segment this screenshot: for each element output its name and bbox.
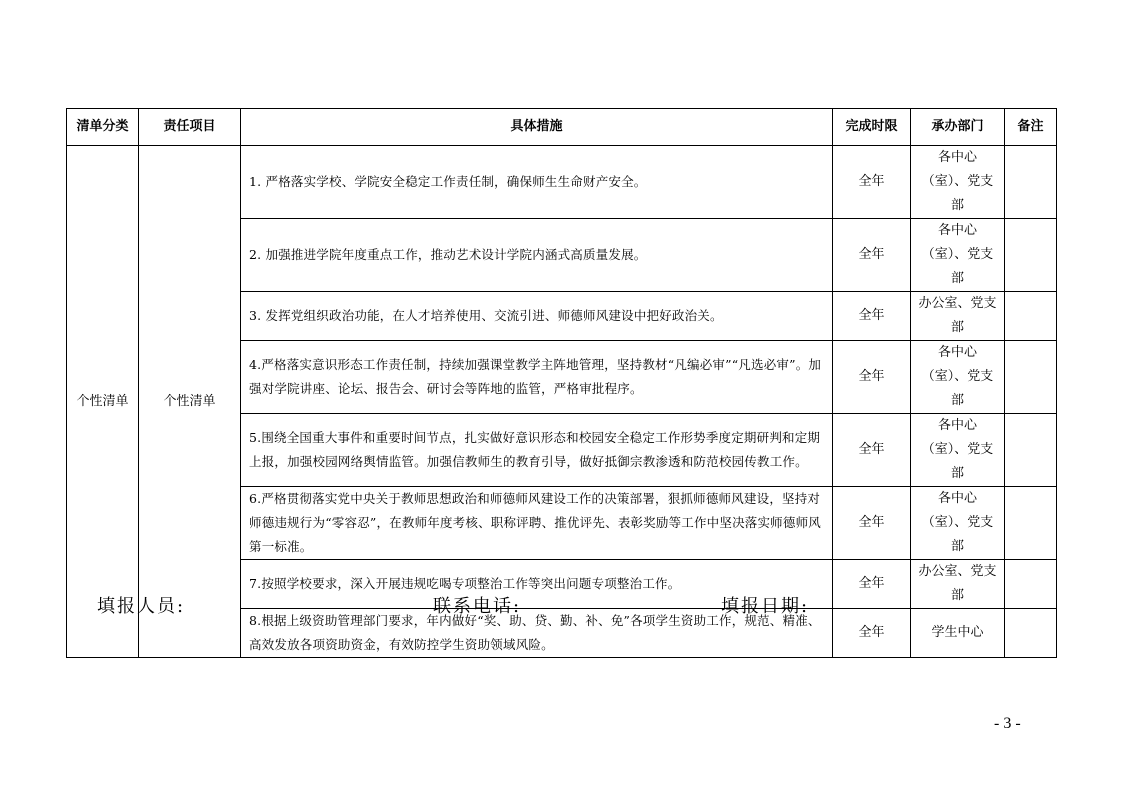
note-cell: [1005, 414, 1057, 487]
department-cell: 各中心（室）、党支部: [911, 146, 1005, 219]
measure-cell: 4.严格落实意识形态工作责任制，持续加强课堂教学主阵地管理，坚持教材“凡编必审”“凡选必审”。加强对学院讲座、论坛、报告会、研讨会等阵地的监管，严格审批程序。: [241, 341, 833, 414]
header-category: 清单分类: [67, 109, 139, 146]
deadline-cell: 全年: [833, 292, 911, 341]
header-project: 责任项目: [139, 109, 241, 146]
measure-cell: 6.严格贯彻落实党中央关于教师思想政治和师德师风建设工作的决策部署，狠抓师德师风建设，坚持对师德违规行为“零容忍”，在教师年度考核、职称评聘、推优评先、表彰奖励等工作中坚决落实师德师风第一标准。: [241, 487, 833, 560]
date-label: 填报日期:: [721, 596, 810, 617]
department-cell: 各中心（室）、党支部: [911, 341, 1005, 414]
table-header-row: [67, 109, 1057, 146]
page-number: - 3 -: [994, 715, 1021, 732]
measure-cell: 5.围绕全国重大事件和重要时间节点，扎实做好意识形态和校园安全稳定工作形势季度定期研判和定期上报，加强校园网络舆情监管。加强信教师生的教育引导，做好抵御宗教渗透和防范校园传教工作。: [241, 414, 833, 487]
project-cell: 个性清单: [139, 146, 241, 658]
header-department: 承办部门: [911, 109, 1005, 146]
deadline-cell: 全年: [833, 341, 911, 414]
header-deadline: 完成时限: [833, 109, 911, 146]
deadline-cell: 全年: [833, 487, 911, 560]
filler-label: 填报人员:: [97, 596, 186, 617]
category-cell: 个性清单: [67, 146, 139, 658]
note-cell: [1005, 487, 1057, 560]
note-cell: [1005, 609, 1057, 658]
department-cell: 办公室、党支部: [911, 560, 1005, 609]
note-cell: [1005, 219, 1057, 292]
department-cell: 学生中心: [911, 609, 1005, 658]
measure-cell: 2. 加强推进学院年度重点工作，推动艺术设计学院内涵式高质量发展。: [241, 219, 833, 292]
measure-cell: 8.根据上级资助管理部门要求，年内做好“奖、助、贷、勤、补、免”各项学生资助工作，规范、精准、高效发放各项资助资金，有效防控学生资助领域风险。: [241, 609, 833, 658]
measure-cell: 7.按照学校要求，深入开展违规吃喝专项整治工作等突出问题专项整治工作。: [241, 560, 833, 609]
deadline-cell: 全年: [833, 146, 911, 219]
table-row: [67, 146, 1057, 219]
department-cell: 各中心（室）、党支部: [911, 414, 1005, 487]
deadline-cell: 全年: [833, 560, 911, 609]
note-cell: [1005, 146, 1057, 219]
note-cell: [1005, 560, 1057, 609]
phone-label: 联系电话:: [433, 596, 522, 617]
header-note: 备注: [1005, 109, 1057, 146]
deadline-cell: 全年: [833, 414, 911, 487]
header-measures: 具体措施: [241, 109, 833, 146]
note-cell: [1005, 341, 1057, 414]
measure-cell: 3. 发挥党组织政治功能，在人才培养使用、交流引进、师德师风建设中把好政治关。: [241, 292, 833, 341]
deadline-cell: 全年: [833, 219, 911, 292]
department-cell: 办公室、党支部: [911, 292, 1005, 341]
note-cell: [1005, 292, 1057, 341]
department-cell: 各中心（室）、党支部: [911, 487, 1005, 560]
deadline-cell: 全年: [833, 609, 911, 658]
department-cell: 各中心（室）、党支部: [911, 219, 1005, 292]
responsibility-table: [66, 108, 1057, 658]
measure-cell: 1. 严格落实学校、学院安全稳定工作责任制，确保师生生命财产安全。: [241, 146, 833, 219]
